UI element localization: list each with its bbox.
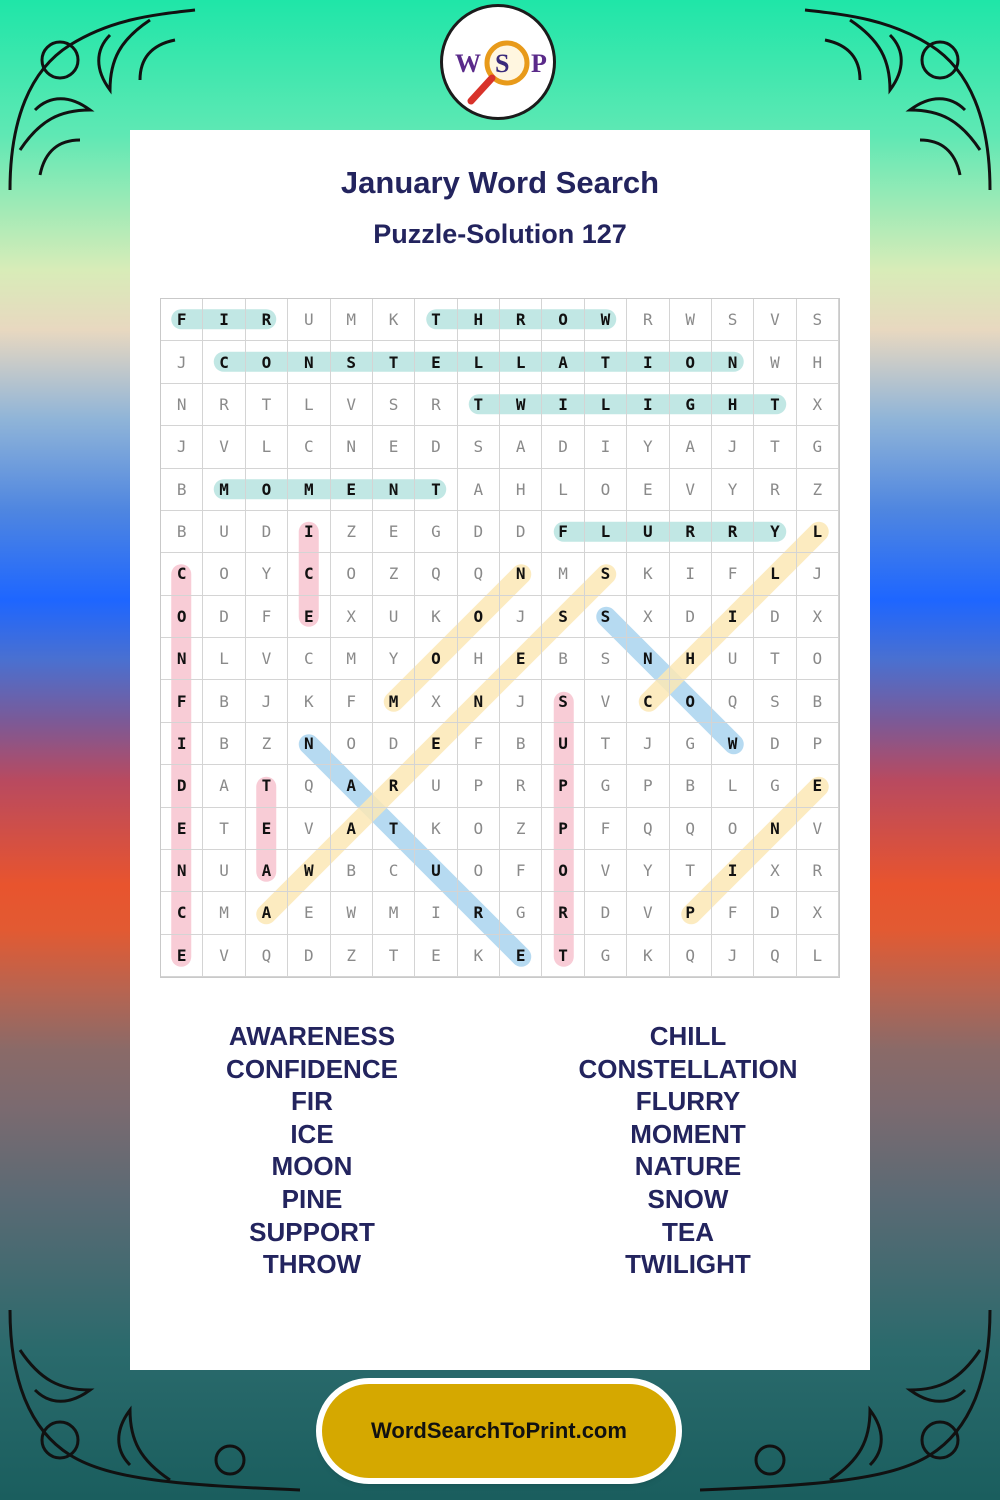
grid-cell: O <box>670 680 712 722</box>
grid-cell: Y <box>754 511 796 553</box>
grid-cell: R <box>500 765 542 807</box>
grid-cell: E <box>246 808 288 850</box>
grid-cell: C <box>627 680 669 722</box>
grid-cell: B <box>161 511 203 553</box>
grid-cell: A <box>331 765 373 807</box>
grid-cell: F <box>712 553 754 595</box>
grid-cell: G <box>670 384 712 426</box>
grid-cell: P <box>670 892 712 934</box>
grid-cell: V <box>670 469 712 511</box>
grid-cell: F <box>458 723 500 765</box>
grid-cell: E <box>500 935 542 977</box>
grid-cell: O <box>415 638 457 680</box>
grid-cell: A <box>542 341 584 383</box>
grid-cell: I <box>203 299 245 341</box>
grid-cell: N <box>458 680 500 722</box>
grid-cell: I <box>627 341 669 383</box>
grid-cell: X <box>797 384 839 426</box>
grid-cell: F <box>246 596 288 638</box>
grid-cell: H <box>500 469 542 511</box>
grid-cell: T <box>415 469 457 511</box>
grid-cell: V <box>203 426 245 468</box>
grid-cell: O <box>458 596 500 638</box>
grid-cell: U <box>373 596 415 638</box>
grid-cell: K <box>627 935 669 977</box>
grid-cell: X <box>331 596 373 638</box>
grid-cell: V <box>585 850 627 892</box>
grid-cell: E <box>627 469 669 511</box>
grid-cell: P <box>458 765 500 807</box>
grid-cell: S <box>797 299 839 341</box>
word-list-item: ICE <box>290 1118 334 1149</box>
grid-cell: D <box>246 511 288 553</box>
grid-cell: N <box>500 553 542 595</box>
site-link-button[interactable] <box>322 1384 676 1478</box>
grid-cell: S <box>542 680 584 722</box>
grid-cell: V <box>203 935 245 977</box>
grid-cell: C <box>161 892 203 934</box>
grid-cell: E <box>797 765 839 807</box>
grid-cell: H <box>458 638 500 680</box>
grid-cell: E <box>415 723 457 765</box>
grid-cell: D <box>458 511 500 553</box>
grid-cell: R <box>246 299 288 341</box>
grid-cell: D <box>585 892 627 934</box>
grid-cell: U <box>203 850 245 892</box>
grid-cell: G <box>585 765 627 807</box>
grid-cell: S <box>754 680 796 722</box>
grid-cell: Y <box>627 850 669 892</box>
grid-cell: R <box>754 469 796 511</box>
grid-cell: H <box>797 341 839 383</box>
grid-cell: W <box>585 299 627 341</box>
grid-cell: V <box>246 638 288 680</box>
grid-cell: U <box>288 299 330 341</box>
grid-cell: J <box>500 596 542 638</box>
grid-cell: W <box>500 384 542 426</box>
grid-cell: W <box>670 299 712 341</box>
grid-cell: A <box>246 850 288 892</box>
grid-cell: F <box>161 680 203 722</box>
grid-cell: M <box>331 299 373 341</box>
word-list-item: SNOW <box>647 1183 729 1214</box>
grid-cell: R <box>797 850 839 892</box>
grid-cell: O <box>797 638 839 680</box>
grid-cell: K <box>288 680 330 722</box>
grid-cell: R <box>500 299 542 341</box>
grid-cell: A <box>203 765 245 807</box>
grid-cell: Z <box>331 935 373 977</box>
grid-cell: S <box>585 553 627 595</box>
page-title: January Word Search <box>340 165 660 200</box>
grid-cell: J <box>246 680 288 722</box>
grid-cell: X <box>797 892 839 934</box>
grid-cell: O <box>712 808 754 850</box>
grid-cell: O <box>458 850 500 892</box>
grid-cell: L <box>585 511 627 553</box>
grid-cell: C <box>288 638 330 680</box>
grid-cell: D <box>542 426 584 468</box>
grid-cell: S <box>585 596 627 638</box>
grid-cell: G <box>754 765 796 807</box>
grid-cell: R <box>627 299 669 341</box>
grid-cell: P <box>627 765 669 807</box>
grid-cell: G <box>500 892 542 934</box>
grid-cell: L <box>542 469 584 511</box>
letter-grid <box>160 298 840 978</box>
grid-cell: Q <box>246 935 288 977</box>
grid-cell: O <box>542 850 584 892</box>
grid-cell: C <box>373 850 415 892</box>
grid-cell: T <box>670 850 712 892</box>
grid-cell: R <box>203 384 245 426</box>
grid-cell: A <box>458 469 500 511</box>
grid-cell: E <box>415 935 457 977</box>
grid-cell: D <box>670 596 712 638</box>
grid-cell: T <box>754 384 796 426</box>
word-list-item: CONFIDENCE <box>226 1053 398 1084</box>
grid-cell: W <box>331 892 373 934</box>
grid-cell: Z <box>331 511 373 553</box>
grid-cell: D <box>500 511 542 553</box>
grid-cell: E <box>288 596 330 638</box>
word-list-item: TEA <box>662 1216 714 1247</box>
grid-cell: Q <box>627 808 669 850</box>
grid-cell: N <box>288 723 330 765</box>
grid-cell: O <box>161 596 203 638</box>
grid-cell: T <box>585 341 627 383</box>
word-list-item: CONSTELLATION <box>578 1053 798 1084</box>
grid-cell: O <box>331 723 373 765</box>
grid-cell: D <box>288 935 330 977</box>
grid-cell: D <box>203 596 245 638</box>
grid-cell: T <box>585 723 627 765</box>
grid-cell: Y <box>627 426 669 468</box>
grid-cell: T <box>246 384 288 426</box>
word-list-item: FIR <box>291 1086 333 1117</box>
grid-cell: B <box>331 850 373 892</box>
grid-cell: H <box>458 299 500 341</box>
grid-cell: J <box>500 680 542 722</box>
grid-cell: C <box>288 553 330 595</box>
grid-cell: Q <box>670 808 712 850</box>
grid-cell: N <box>754 808 796 850</box>
grid-cell: V <box>585 680 627 722</box>
grid-cell: R <box>542 892 584 934</box>
grid-cell: N <box>627 638 669 680</box>
word-list-item: MOMENT <box>630 1118 746 1149</box>
grid-cell: V <box>627 892 669 934</box>
grid-cell: V <box>797 808 839 850</box>
grid-cell: M <box>373 680 415 722</box>
grid-cell: Q <box>670 935 712 977</box>
grid-cell: E <box>288 892 330 934</box>
grid-cell: L <box>288 384 330 426</box>
grid-cell: T <box>373 808 415 850</box>
grid-cell: E <box>161 935 203 977</box>
word-list-item: FLURRY <box>635 1086 741 1117</box>
grid-cell: M <box>373 892 415 934</box>
grid-cell: H <box>670 638 712 680</box>
grid-cell: R <box>670 511 712 553</box>
grid-cell: E <box>161 808 203 850</box>
grid-cell: I <box>415 892 457 934</box>
grid-cell: L <box>246 426 288 468</box>
grid-cell: O <box>246 469 288 511</box>
grid-cell: U <box>627 511 669 553</box>
grid-cell: J <box>161 426 203 468</box>
grid-cell: T <box>754 426 796 468</box>
grid-cell: U <box>712 638 754 680</box>
grid-cell: D <box>754 892 796 934</box>
grid-cell: J <box>712 426 754 468</box>
grid-cell: K <box>458 935 500 977</box>
word-list-item: CHILL <box>649 1021 727 1051</box>
grid-cell: D <box>161 765 203 807</box>
grid-cell: S <box>712 299 754 341</box>
grid-cell: A <box>331 808 373 850</box>
grid-cell: Y <box>246 553 288 595</box>
grid-cell: M <box>542 553 584 595</box>
grid-cell: I <box>542 384 584 426</box>
site-link-label: WordSearchToPrint.com <box>371 1418 627 1443</box>
grid-cell: L <box>712 765 754 807</box>
grid-cell: E <box>373 511 415 553</box>
grid-cell: D <box>373 723 415 765</box>
grid-cell: F <box>500 850 542 892</box>
word-list-item: MOON <box>271 1151 353 1182</box>
grid-cell: I <box>627 384 669 426</box>
grid-cell: R <box>373 765 415 807</box>
grid-cell: R <box>712 511 754 553</box>
grid-cell: C <box>203 341 245 383</box>
grid-cell: I <box>585 426 627 468</box>
logo-letter-s: S <box>495 49 510 78</box>
grid-cell: O <box>458 808 500 850</box>
grid-cell: H <box>712 384 754 426</box>
grid-cell: L <box>754 553 796 595</box>
grid-cell: O <box>331 553 373 595</box>
grid-cell: D <box>754 596 796 638</box>
grid-cell: L <box>500 341 542 383</box>
grid-cell: B <box>500 723 542 765</box>
grid-cell: F <box>712 892 754 934</box>
grid-cell: W <box>754 341 796 383</box>
grid-cell: R <box>415 384 457 426</box>
grid-cell: F <box>585 808 627 850</box>
grid-cell: G <box>585 935 627 977</box>
grid-cell: T <box>542 935 584 977</box>
grid-cell: I <box>712 850 754 892</box>
grid-cell: L <box>203 638 245 680</box>
grid-cell: K <box>373 299 415 341</box>
grid-cell: J <box>161 341 203 383</box>
grid-cell: F <box>331 680 373 722</box>
grid-cell: S <box>373 384 415 426</box>
grid-cell: B <box>203 680 245 722</box>
grid-cell: U <box>415 850 457 892</box>
grid-cell: J <box>797 553 839 595</box>
grid-cell: M <box>203 892 245 934</box>
grid-cell: X <box>754 850 796 892</box>
grid-cell: Z <box>797 469 839 511</box>
grid-cell: I <box>288 511 330 553</box>
grid-cell: I <box>161 723 203 765</box>
grid-cell: T <box>373 341 415 383</box>
wsp-logo[interactable] <box>440 4 556 120</box>
grid-cell: G <box>670 723 712 765</box>
grid-cell: B <box>670 765 712 807</box>
grid-cell: X <box>415 680 457 722</box>
grid-cell: T <box>246 765 288 807</box>
grid-cell: Y <box>712 469 754 511</box>
grid-cell: K <box>415 808 457 850</box>
word-list-item: TWILIGHT <box>625 1249 751 1280</box>
grid-cell: O <box>585 469 627 511</box>
grid-cell: L <box>458 341 500 383</box>
grid-cell: B <box>797 680 839 722</box>
grid-cell: E <box>331 469 373 511</box>
grid-cell: B <box>542 638 584 680</box>
grid-cell: W <box>712 723 754 765</box>
grid-cell: Z <box>373 553 415 595</box>
grid-cell: G <box>797 426 839 468</box>
grid-cell: M <box>331 638 373 680</box>
grid-cell: N <box>331 426 373 468</box>
grid-cell: Z <box>500 808 542 850</box>
grid-cell: U <box>415 765 457 807</box>
grid-cell: Q <box>415 553 457 595</box>
grid-cell: Q <box>754 935 796 977</box>
grid-cell: J <box>712 935 754 977</box>
grid-cell: T <box>415 299 457 341</box>
grid-cell: T <box>373 935 415 977</box>
grid-cell: T <box>203 808 245 850</box>
grid-cell: N <box>161 638 203 680</box>
grid-cell: T <box>458 384 500 426</box>
grid-cell: K <box>627 553 669 595</box>
grid-cell: O <box>670 341 712 383</box>
grid-cell: N <box>712 341 754 383</box>
grid-cell: M <box>203 469 245 511</box>
grid-cell: U <box>542 723 584 765</box>
grid-cell: N <box>373 469 415 511</box>
grid-cell: P <box>797 723 839 765</box>
grid-cell: L <box>797 935 839 977</box>
grid-cell: M <box>288 469 330 511</box>
grid-cell: F <box>161 299 203 341</box>
grid-cell: P <box>542 808 584 850</box>
grid-cell: L <box>585 384 627 426</box>
grid-cell: W <box>288 850 330 892</box>
grid-cell: C <box>288 426 330 468</box>
grid-cell: E <box>500 638 542 680</box>
grid-cell: S <box>458 426 500 468</box>
grid-cell: A <box>670 426 712 468</box>
grid-cell: V <box>331 384 373 426</box>
grid-cell: X <box>797 596 839 638</box>
word-list-left <box>142 1020 482 1281</box>
grid-cell: X <box>627 596 669 638</box>
grid-cell: N <box>161 850 203 892</box>
logo-letter-w: W <box>455 49 481 78</box>
grid-cell: E <box>373 426 415 468</box>
grid-cell: S <box>331 341 373 383</box>
grid-cell: N <box>288 341 330 383</box>
grid-cell: F <box>542 511 584 553</box>
grid-cell: B <box>203 723 245 765</box>
word-list-item: SUPPORT <box>249 1216 375 1247</box>
grid-cell: Q <box>288 765 330 807</box>
word-list-item: AWARENESS <box>228 1021 396 1051</box>
grid-cell: V <box>754 299 796 341</box>
grid-cell: L <box>797 511 839 553</box>
page-subtitle: Puzzle-Solution 127 <box>373 219 627 249</box>
grid-cell: I <box>670 553 712 595</box>
grid-cell: P <box>542 765 584 807</box>
grid-cell: U <box>203 511 245 553</box>
grid-cell: A <box>500 426 542 468</box>
grid-cell: N <box>161 384 203 426</box>
grid-cell: E <box>415 341 457 383</box>
grid-cell: D <box>415 426 457 468</box>
grid-cell: I <box>712 596 754 638</box>
grid-cell: O <box>542 299 584 341</box>
word-list-right <box>518 1020 858 1281</box>
grid-cell: J <box>627 723 669 765</box>
grid-cell: R <box>458 892 500 934</box>
grid-cell: C <box>161 553 203 595</box>
grid-cell: V <box>288 808 330 850</box>
word-list-item: PINE <box>281 1183 343 1214</box>
grid-cell: S <box>542 596 584 638</box>
grid-cell: O <box>203 553 245 595</box>
grid-cell: Y <box>373 638 415 680</box>
grid-cell: A <box>246 892 288 934</box>
grid-cell: K <box>415 596 457 638</box>
word-list-item: THROW <box>262 1249 362 1280</box>
grid-cell: B <box>161 469 203 511</box>
grid-cell: Q <box>458 553 500 595</box>
grid-cell: D <box>754 723 796 765</box>
logo-letter-p: P <box>531 49 547 78</box>
grid-cell: Z <box>246 723 288 765</box>
grid-cell: O <box>246 341 288 383</box>
grid-cell: S <box>585 638 627 680</box>
grid-cell: Q <box>712 680 754 722</box>
word-list-item: NATURE <box>634 1151 742 1182</box>
grid-cell: T <box>754 638 796 680</box>
grid-cell: G <box>415 511 457 553</box>
